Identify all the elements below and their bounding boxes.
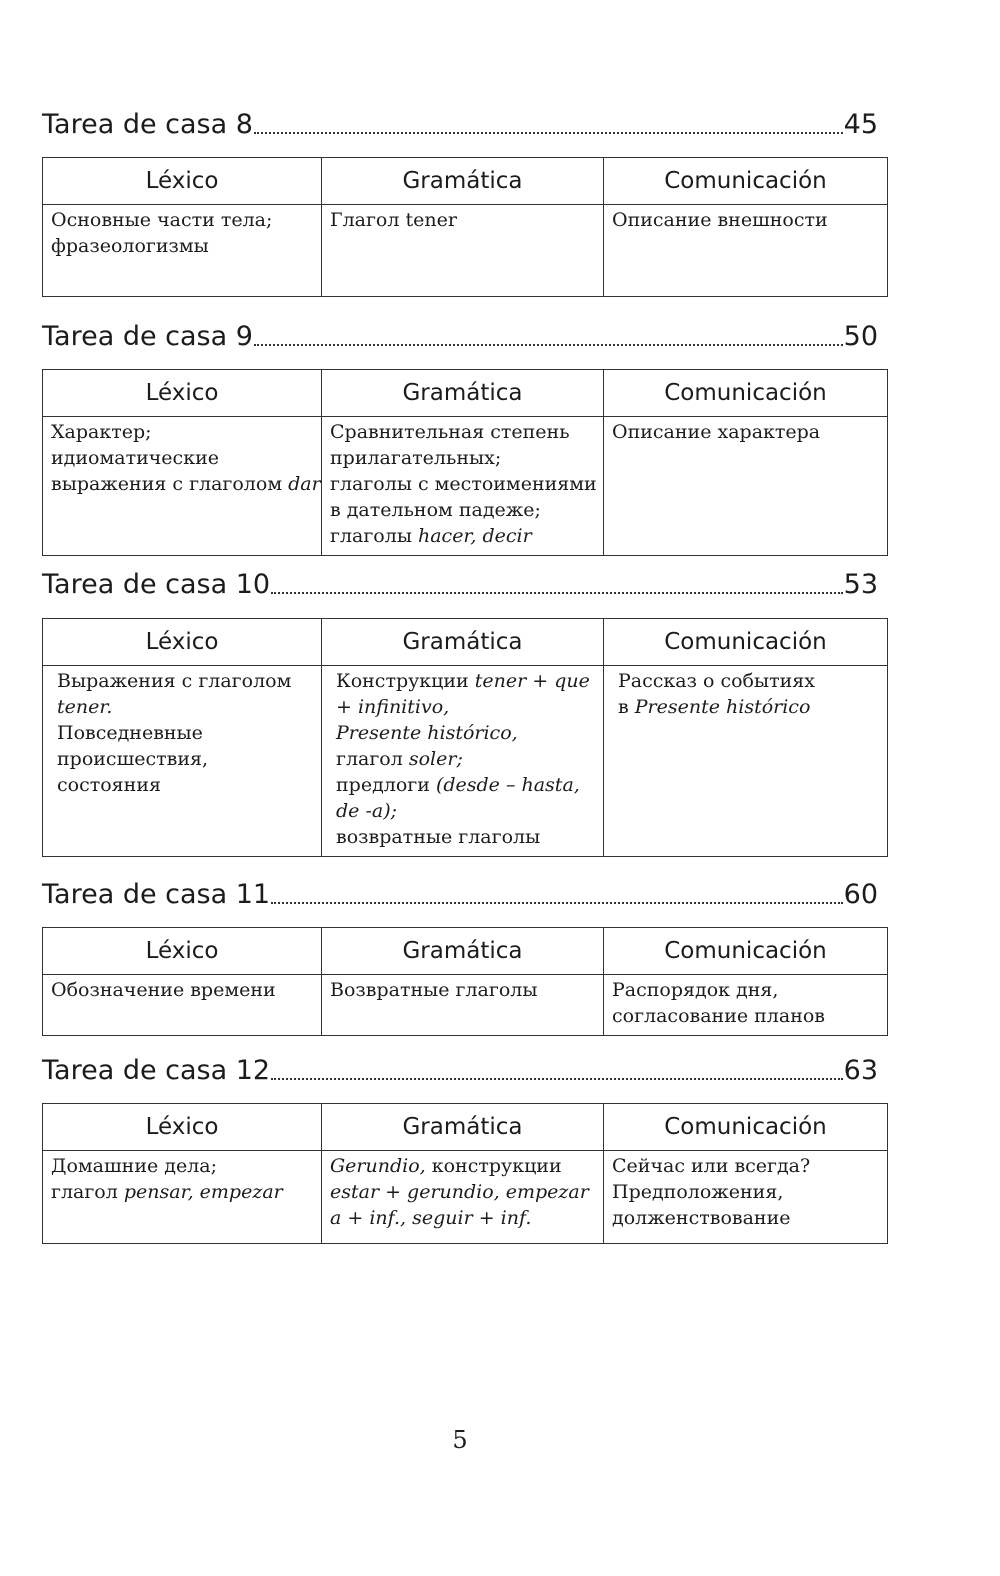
header-gramatica: Gramática: [322, 158, 604, 205]
cell-gramatica: [322, 417, 604, 556]
section-page-number: 45: [843, 109, 878, 140]
cell-text: выражения с глаголом: [51, 473, 289, 495]
cell-line: [618, 694, 879, 720]
cell-line: tener.: [57, 696, 113, 718]
cell-line: глаголы с местоимениями: [330, 473, 597, 495]
header-comunicacion: Comunicación: [604, 158, 888, 205]
cell-text-italic: tener + que: [474, 670, 590, 692]
cell-line: [336, 668, 595, 694]
cell-text: предлоги: [336, 774, 436, 796]
cell-text: глаголы: [330, 525, 418, 547]
header-lexico: Léxico: [43, 619, 322, 666]
header-lexico: Léxico: [43, 370, 322, 417]
header-comunicacion: Comunicación: [604, 1104, 888, 1151]
cell-comunicacion: [604, 417, 888, 556]
cell-gramatica: [322, 1151, 604, 1244]
cell-text: конструкции: [425, 1155, 562, 1177]
header-lexico: Léxico: [43, 158, 322, 205]
cell-line: [336, 746, 595, 772]
cell-line: Домашние дела;: [51, 1155, 218, 1177]
cell-line: Сейчас или всегда?: [612, 1155, 811, 1177]
cell-lexico: [43, 666, 322, 857]
cell-text-italic: pensar, empezar: [123, 1181, 283, 1203]
cell-comunicacion: [604, 666, 888, 857]
section-heading: [42, 1046, 878, 1086]
section-tarea-10: [42, 560, 878, 857]
header-comunicacion: Comunicación: [604, 928, 888, 975]
section-heading: [42, 312, 878, 352]
cell-line: Характер;: [51, 421, 152, 443]
cell-line: Описание характера: [612, 421, 821, 443]
section-table: [42, 1103, 888, 1244]
cell-lexico: [43, 975, 322, 1036]
cell-text: в: [618, 696, 635, 718]
header-lexico: Léxico: [43, 928, 322, 975]
cell-text-italic: dar: [288, 473, 321, 495]
section-page-number: 50: [843, 321, 878, 352]
section-title: Tarea de casa 9: [42, 321, 253, 352]
cell-gramatica: [322, 975, 604, 1036]
cell-line: фразеологизмы: [51, 235, 209, 257]
cell-line: происшествия,: [57, 748, 209, 770]
section-title: Tarea de casa 8: [42, 109, 253, 140]
cell-line: согласование планов: [612, 1005, 826, 1027]
header-gramatica: Gramática: [322, 370, 604, 417]
section-table: [42, 927, 888, 1036]
section-tarea-12: [42, 1046, 878, 1244]
cell-line: долженствование: [612, 1207, 791, 1229]
cell-line: [330, 1153, 595, 1179]
cell-gramatica: [322, 666, 604, 857]
header-lexico: Léxico: [43, 1104, 322, 1151]
section-title: Tarea de casa 11: [42, 879, 271, 910]
cell-line: Повседневные: [57, 722, 203, 744]
header-gramatica: Gramática: [322, 619, 604, 666]
section-table: [42, 157, 888, 297]
section-tarea-9: [42, 312, 878, 556]
cell-line: [330, 523, 595, 549]
header-gramatica: Gramática: [322, 1104, 604, 1151]
cell-line: de -a);: [336, 800, 398, 822]
cell-text: глагол: [51, 1181, 124, 1203]
header-comunicacion: Comunicación: [604, 370, 888, 417]
cell-text-italic: (desde – hasta,: [435, 774, 580, 796]
section-tarea-8: [42, 100, 878, 297]
cell-line: Сравнительная степень: [330, 421, 570, 443]
cell-line: estar + gerundio, empezar: [330, 1181, 589, 1203]
cell-line: Предположения,: [612, 1181, 784, 1203]
cell-line: Обозначение времени: [51, 979, 276, 1001]
cell-line: [51, 471, 321, 497]
cell-comunicacion: [604, 205, 888, 297]
cell-gramatica: [322, 205, 604, 297]
cell-comunicacion: [604, 975, 888, 1036]
section-table: [42, 369, 888, 556]
leader-dots: [271, 591, 843, 594]
section-page-number: 60: [843, 879, 878, 910]
cell-line: [336, 772, 595, 798]
leader-dots: [254, 131, 843, 134]
cell-line: Глагол tener: [330, 209, 457, 231]
cell-comunicacion: [604, 1151, 888, 1244]
cell-line: a + inf., seguir + inf.: [330, 1207, 532, 1229]
cell-text-italic: Gerundio,: [330, 1155, 426, 1177]
cell-text-italic: hacer, decir: [417, 525, 532, 547]
header-gramatica: Gramática: [322, 928, 604, 975]
section-page-number: 63: [843, 1055, 878, 1086]
cell-line: прилагательных;: [330, 447, 502, 469]
page-number: 5: [452, 1426, 468, 1454]
cell-line: Presente histórico,: [336, 722, 518, 744]
section-heading: [42, 560, 878, 600]
cell-line: Возвратные глаголы: [330, 979, 538, 1001]
section-heading: [42, 870, 878, 910]
section-heading: [42, 100, 878, 140]
cell-text: Конструкции: [336, 670, 475, 692]
section-tarea-11: [42, 870, 878, 1036]
cell-lexico: [43, 205, 322, 297]
cell-text: глагол: [336, 748, 409, 770]
cell-text-italic: Presente histórico: [634, 696, 811, 718]
cell-line: [51, 1179, 313, 1205]
cell-line: Рассказ о событиях: [618, 670, 815, 692]
cell-line: состояния: [57, 774, 161, 796]
cell-line: Основные части тела;: [51, 209, 273, 231]
cell-line: Выражения с глаголом: [57, 670, 292, 692]
section-page-number: 53: [843, 569, 878, 600]
cell-line: Описание внешности: [612, 209, 828, 231]
cell-lexico: [43, 417, 322, 556]
cell-line: возвратные глаголы: [336, 826, 541, 848]
section-table: [42, 618, 888, 857]
section-title: Tarea de casa 10: [42, 569, 271, 600]
cell-line: + infinitivo,: [336, 696, 450, 718]
cell-line: идиоматические: [51, 447, 219, 469]
cell-lexico: [43, 1151, 322, 1244]
cell-text-italic: soler;: [408, 748, 463, 770]
cell-line: в дательном падеже;: [330, 499, 541, 521]
header-comunicacion: Comunicación: [604, 619, 888, 666]
leader-dots: [271, 1077, 843, 1080]
section-title: Tarea de casa 12: [42, 1055, 271, 1086]
leader-dots: [254, 343, 843, 346]
cell-line: Распорядок дня,: [612, 979, 779, 1001]
leader-dots: [271, 901, 843, 904]
